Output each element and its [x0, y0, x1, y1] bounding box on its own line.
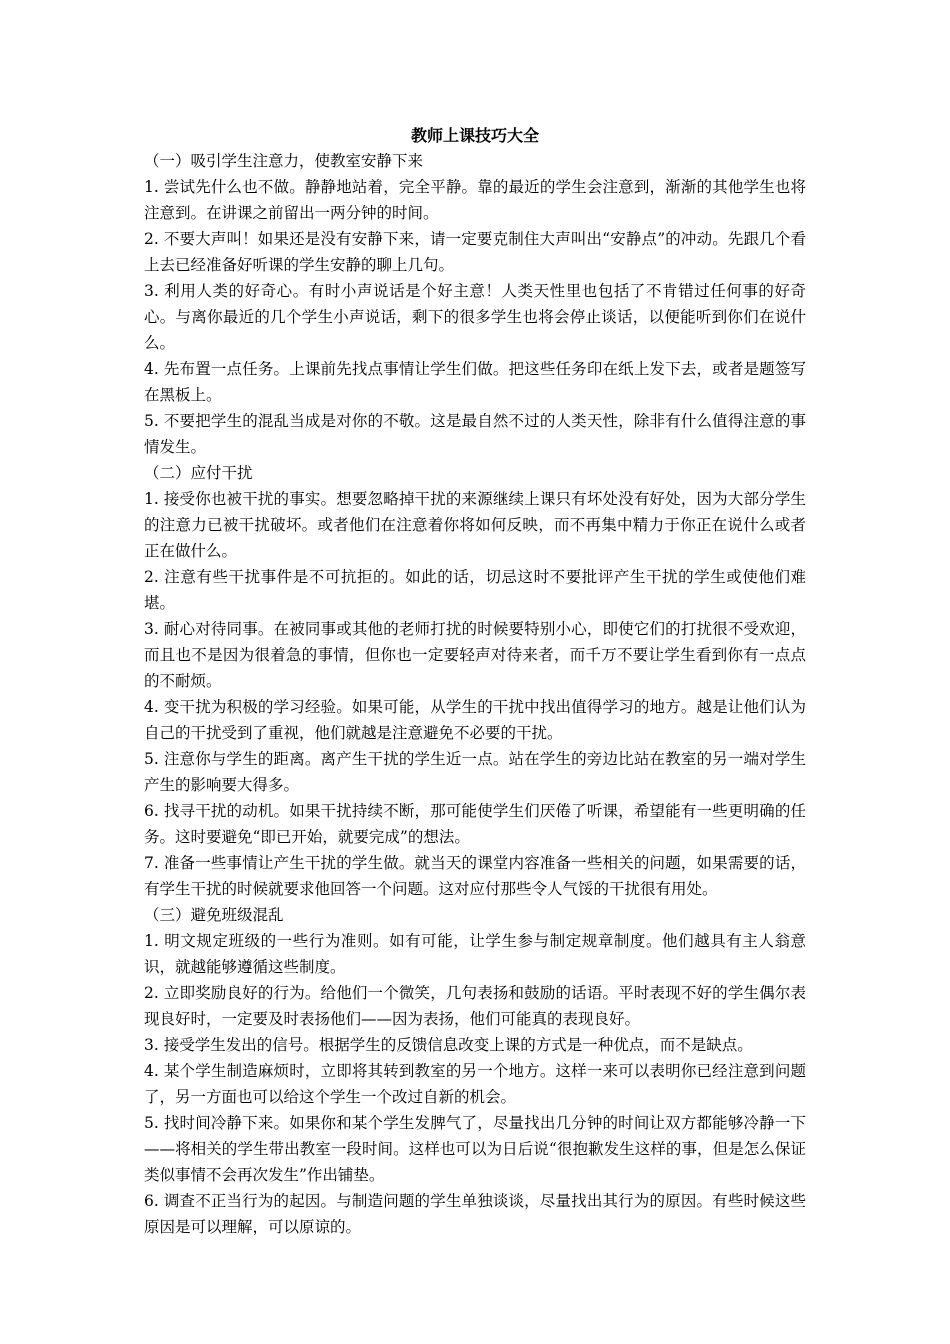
- list-item: 3. 耐心对待同事。在被同事或其他的老师打扰的时候要特别小心，即使它们的打扰很不受欢迎，而且也不是因为很着急的事情，但你也一定要轻声对待来者，而千万不要让学生看到你有一点点的不耐烦。: [144, 620, 806, 690]
- list-item: 4. 先布置一点任务。上课前先找点事情让学生们做。把这些任务印在纸上发下去，或者是题签写在黑板上。: [144, 360, 806, 404]
- list-item: 1. 明文规定班级的一些行为准则。如有可能，让学生参与制定规章制度。他们越具有主人翁意识，就越能够遵循这些制度。: [144, 932, 806, 976]
- list-item: 1. 尝试先什么也不做。静静地站着，完全平静。靠的最近的学生会注意到，渐渐的其他学生也将注意到。在讲课之前留出一两分钟的时间。: [144, 178, 806, 222]
- list-item: 6. 找寻干扰的动机。如果干扰持续不断，那可能使学生们厌倦了听课，希望能有一些更明确的任务。这时要避免“即已开始，就要完成”的想法。: [144, 802, 806, 846]
- list-item: 3. 接受学生发出的信号。根据学生的反馈信息改变上课的方式是一种优点，而不是缺点。: [144, 1036, 753, 1054]
- list-item: 5. 找时间冷静下来。如果你和某个学生发脾气了，尽量找出几分钟的时间让双方都能够冷静一下——将相关的学生带出教室一段时间。这样也可以为日后说“很抱歉发生这样的事，但是怎么保证类似事情不会再次发生”作出铺垫。: [144, 1114, 806, 1184]
- list-item: 1. 接受你也被干扰的事实。想要忽略掉干扰的来源继续上课只有坏处没有好处，因为大部分学生的注意力已被干扰破坏。或者他们在注意着你将如何反映，而不再集中精力于你正在说什么或者正在做什么。: [144, 490, 806, 560]
- list-item: 2. 不要大声叫！如果还是没有安静下来，请一定要克制住大声叫出“安静点”的冲动。先跟几个看上去已经准备好听课的学生安静的聊上几句。: [144, 230, 806, 274]
- section-2: [144, 460, 806, 902]
- list-item: 2. 立即奖励良好的行为。给他们一个微笑，几句表扬和鼓励的话语。平时表现不好的学生偶尔表现良好时，一定要及时表扬他们——因为表扬，他们可能真的表现良好。: [144, 984, 806, 1028]
- list-item: 5. 不要把学生的混乱当成是对你的不敬。这是最自然不过的人类天性，除非有什么值得注意的事情发生。: [144, 412, 806, 456]
- section-1: [144, 148, 806, 460]
- section-heading: （三）避免班级混乱: [144, 906, 284, 924]
- list-item: 6. 调查不正当行为的起因。与制造问题的学生单独谈谈，尽量找出其行为的原因。有些时候这些原因是可以理解，可以原谅的。: [144, 1192, 806, 1236]
- list-item: 4. 变干扰为积极的学习经验。如果可能，从学生的干扰中找出值得学习的地方。越是让他们认为自己的干扰受到了重视，他们就越是注意避免不必要的干扰。: [144, 698, 806, 742]
- list-item: 7. 准备一些事情让产生干扰的学生做。就当天的课堂内容准备一些相关的问题，如果需要的话，有学生干扰的时候就要求他回答一个问题。这对应付那些令人气馁的干扰很有用处。: [144, 854, 806, 898]
- list-item: 2. 注意有些干扰事件是不可抗拒的。如此的话，切忌这时不要批评产生干扰的学生或使他们难堪。: [144, 568, 806, 612]
- list-item: 5. 注意你与学生的距离。离产生干扰的学生近一点。站在学生的旁边比站在教室的另一端对学生产生的影响要大得多。: [144, 750, 806, 794]
- section-heading: （二）应付干扰: [144, 464, 253, 482]
- list-item: 3. 利用人类的好奇心。有时小声说话是个好主意！人类天性里也包括了不肯错过任何事的好奇心。与离你最近的几个学生小声说话，剩下的很多学生也将会停止谈话，以便能听到你们在说什么。: [144, 282, 806, 352]
- section-heading: （一）吸引学生注意力，使教室安静下来: [144, 152, 424, 170]
- section-3: [144, 902, 806, 1240]
- document-title: 教师上课技巧大全: [410, 126, 539, 145]
- list-item: 4. 某个学生制造麻烦时，立即将其转到教室的另一个地方。这样一来可以表明你已经注意到问题了，另一方面也可以给这个学生一个改过自新的机会。: [144, 1062, 806, 1106]
